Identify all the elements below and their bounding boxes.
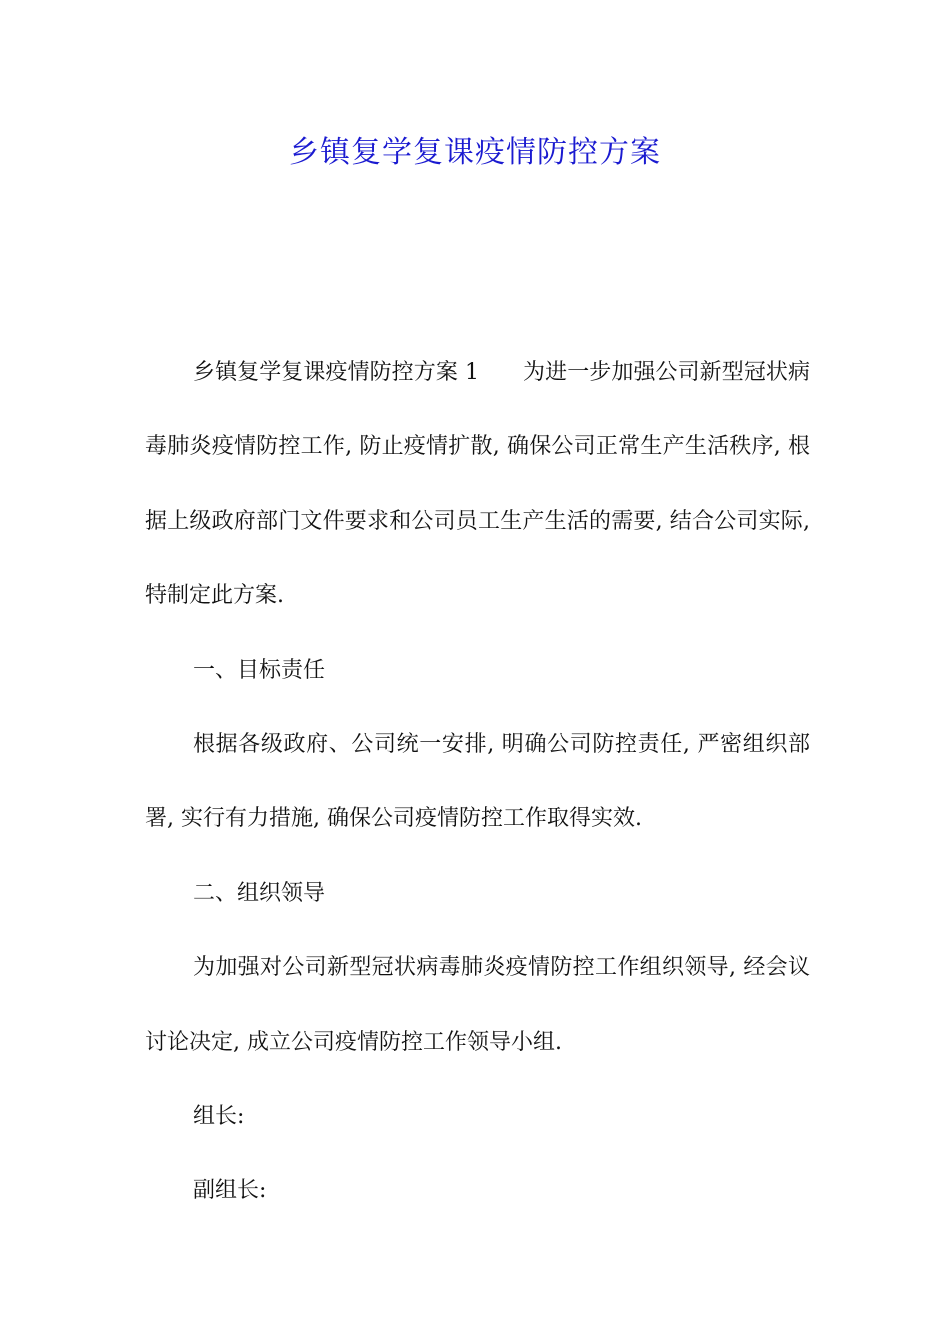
leadership-paragraph: 为加强对公司新型冠状病毒肺炎疫情防控工作组织领导, 经会议讨论决定, 成立公司疫情防控工作领导小组.: [145, 955, 810, 1055]
intro-paragraph: [145, 336, 810, 634]
leader-line: 组长:: [193, 1104, 245, 1130]
deputy-leader-line: 副组长:: [193, 1178, 267, 1204]
goal-paragraph: 根据各级政府、公司统一安排, 明确公司防控责任, 严密组织部署, 实行有力措施, 确保公司疫情防控工作取得实效.: [145, 732, 810, 832]
document-title: 乡镇复学复课疫情防控方案: [289, 135, 661, 170]
section-heading-leadership: 二、组织领导: [193, 880, 326, 906]
intro-text: 为进一步加强公司新型冠状病毒肺炎疫情防控工作, 防止疫情扩散, 确保公司正常生产生活秩序, 根据上级政府部门文件要求和公司员工生产生活的需要, 结合公司实际, 特制定此方案.: [145, 360, 810, 609]
section-heading-goal: 一、目标责任: [193, 657, 326, 683]
document-body: [145, 336, 810, 1229]
intro-lead: 乡镇复学复课疫情防控方案 1: [193, 360, 479, 385]
